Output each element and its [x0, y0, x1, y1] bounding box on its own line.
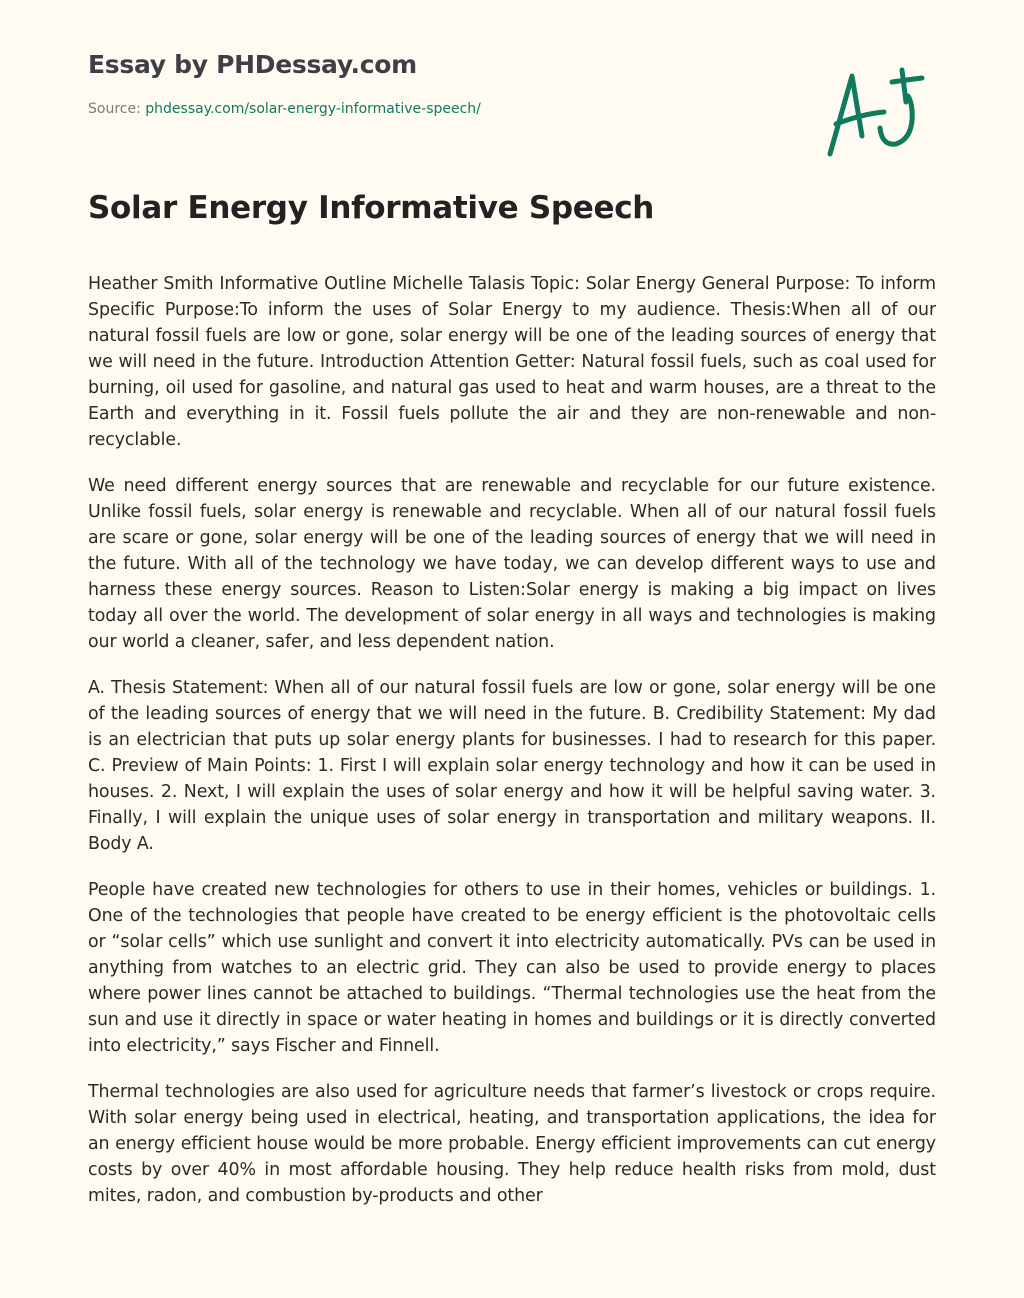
essay-paragraph: People have created new technologies for others to use in their homes, vehicles or buildings. 1. One of the technologies that people have created to be energy efficient is the photovoltaic cells or “solar cells” which use sunlight and convert it into electricity automatically. PVs can be used in anything from watches to an electric grid. They can also be used to provide energy to places where power lines cannot be attached to buildings. “Thermal technologies use the heat from the sun and use it directly in space or water heating in homes and buildings or it is directly converted into electricity,” says Fischer and Finnell.: [88, 880, 936, 1056]
site-brand: Essay by PHDessay.com: [88, 50, 417, 79]
essay-paragraph: Heather Smith Informative Outline Michelle Talasis Topic: Solar Energy General Purpose: To inform Specific Purpose:To inform the uses of Solar Energy to my audience. Thesis:When all of our natural fossil fuels are low or gone, solar energy will be one of the leading sources of energy that we will need in the future. Introduction Attention Getter: Natural fossil fuels, such as coal used for burning, oil used for gasoline, and natural gas used to heat and warm houses, are a threat to the Earth and everything in it. Fossil fuels pollute the air and they are non-renewable and non-recyclable.: [88, 274, 936, 450]
essay-body: [88, 271, 936, 1256]
essay-title: Solar Energy Informative Speech: [88, 190, 655, 226]
a-plus-logo-icon: [822, 66, 928, 160]
essay-paragraph: Thermal technologies are also used for agriculture needs that farmer’s livestock or crops require. With solar energy being used in electrical, heating, and transportation applications, the idea for an energy efficient house would be more probable. Energy efficient improvements can cut energy costs by over 40% in most affordable housing. They help reduce health risks from mold, dust mites, radon, and combustion by-products and other: [88, 1082, 936, 1206]
essay-paragraph: We need different energy sources that are renewable and recyclable for our future existence. Unlike fossil fuels, solar energy is renewable and recyclable. When all of our natural fossil fuels are scare or gone, solar energy will be one of the leading sources of energy that we will need in the future. With all of the technology we have today, we can develop different ways to use and harness these energy sources. Reason to Listen:Solar energy is making a big impact on lives today all over the world. The development of solar energy in all ways and technologies is making our world a cleaner, safer, and less dependent nation.: [88, 476, 936, 652]
essay-paragraph: A. Thesis Statement: When all of our natural fossil fuels are low or gone, solar energy will be one of the leading sources of energy that we will need in the future. B. Credibility Statement: My dad is an electrician that puts up solar energy plants for businesses. I had to research for this paper. C. Preview of Main Points: 1. First I will explain solar energy technology and how it can be used in houses. 2. Next, I will explain the uses of solar energy and how it will be helpful saving water. 3. Finally, I will explain the unique uses of solar energy in transportation and military weapons. II. Body A.: [88, 678, 936, 854]
source-label: Source:: [88, 101, 141, 117]
source-line: [88, 101, 481, 117]
source-link[interactable]: phdessay.com/solar-energy-informative-speech/: [145, 101, 481, 117]
